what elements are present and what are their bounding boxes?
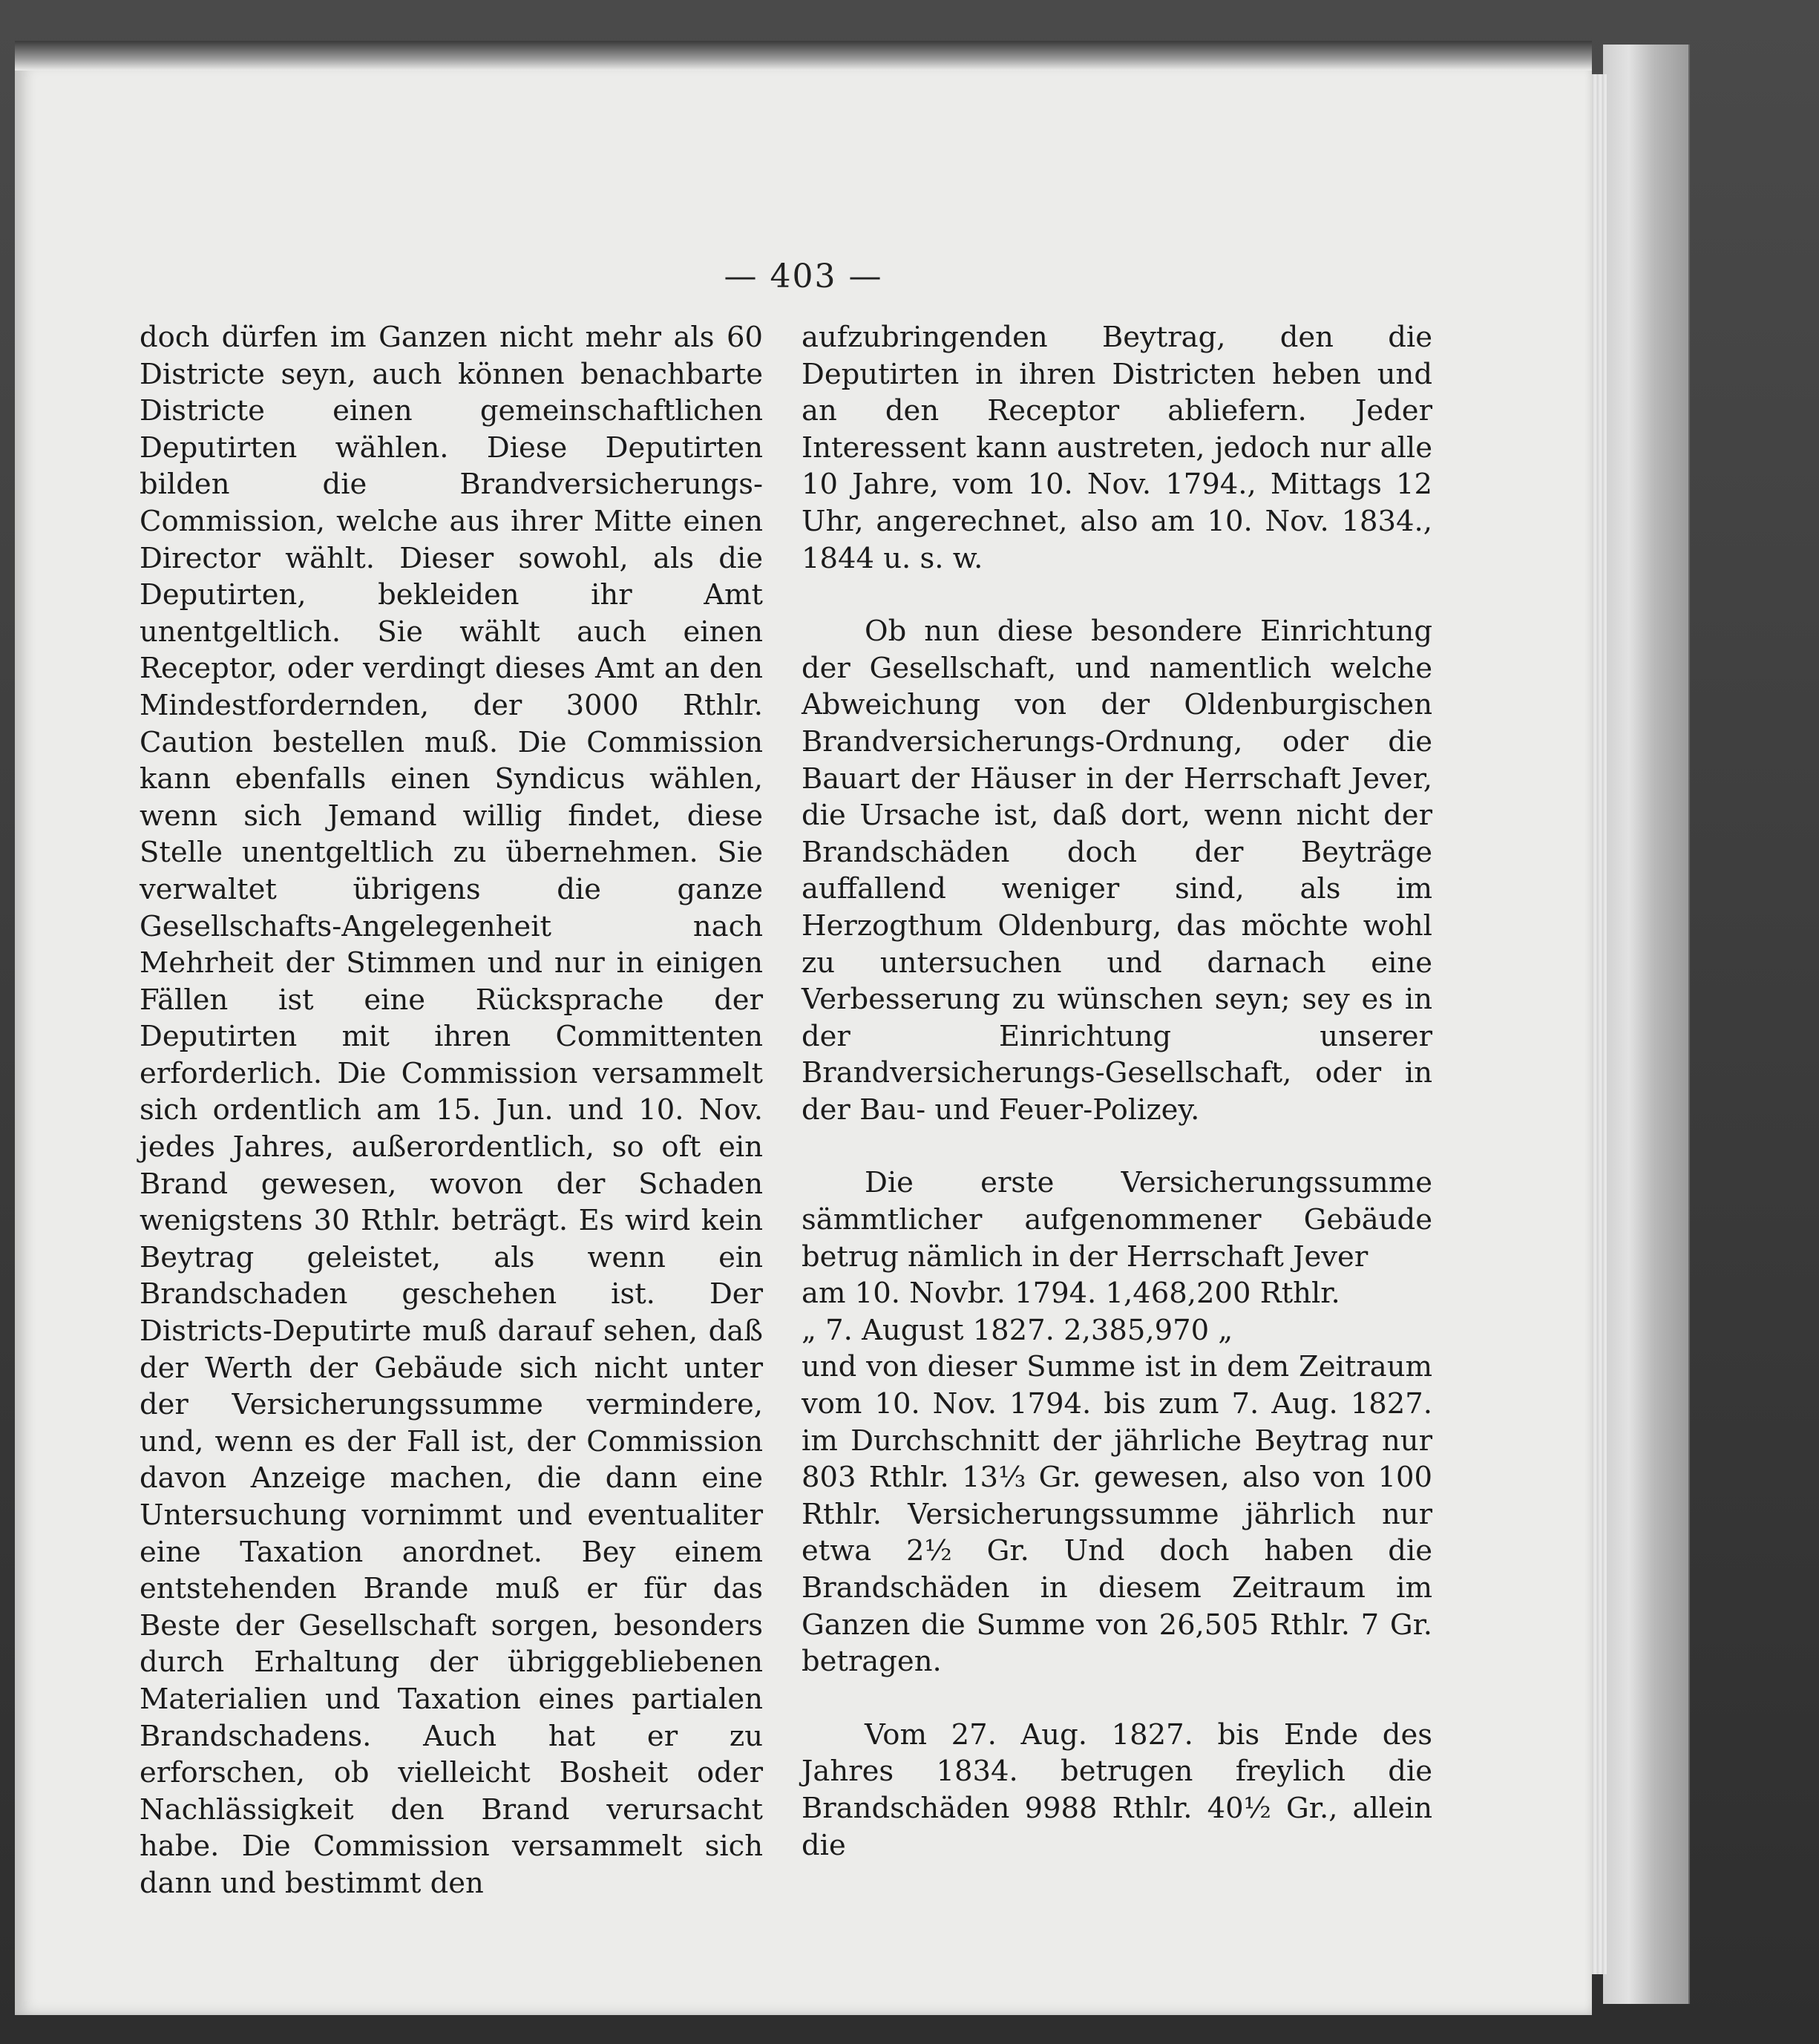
insurance-sum-row-1794: am 10. Novbr. 1794. 1,468,200 Rthlr. (802, 1277, 1340, 1311)
paragraph-damages-1827-1834: Vom 27. Aug. 1827. bis Ende des Jahres 1834. betrugen freylich die Brandschäden 9988 Rthlr. 40½ Gr., allein die (802, 1717, 1432, 1862)
insurance-sum-row-1827: „ 7. August 1827. 2,385,970 „ (802, 1313, 1233, 1347)
page-number: — 403 — (724, 258, 883, 295)
book-cover-edge (1603, 45, 1690, 2004)
book-page (15, 63, 1592, 2015)
paragraph-continuation: aufzubringenden Beytrag, den die Deputirten in ihren Districten heben und an den Receptor abliefern. Jeder Interessent kann austreten, jedoch nur alle 10 Jahre, vom 10. Nov. 1794., Mittags 12 Uhr, angerechnet, also am 10. Nov. 1834., 1844 u. s. w. (802, 321, 1432, 575)
left-column (140, 319, 763, 1902)
paragraph-insurance-sum-detail: und von dieser Summe ist in dem Zeitraum vom 10. Nov. 1794. bis zum 7. Aug. 1827. im Durchschnitt der jährliche Beytrag nur 803 Rthlr. 13⅓ Gr. gewesen, also von 100 Rthlr. Versicherungssumme jährlich nur etwa 2½ Gr. Und doch haben die Brandschäden in diesem Zeitraum im Ganzen die Summe von 26,505 Rthlr. 7 Gr. betragen. (802, 1350, 1432, 1679)
paragraph-question: Ob nun diese besondere Einrichtung der Gesellschaft, und namentlich welche Abweichung von der Oldenburgischen Brandversicherungs-Ordnung, oder die Bauart der Häuser in der Herrschaft Jever, die Ursache ist, daß dort, wenn nicht der Brandschäden doch der Beyträge auffallend weniger sind, als im Herzogthum Oldenburg, das möchte wohl zu untersuchen und darnach eine Verbesserung zu wünschen seyn; sey es in der Einrichtung unserer Brandversicherungs-Gesellschaft, oder in der Bau- und Feuer-Polizey. (802, 615, 1432, 1127)
left-column-text: doch dürfen im Ganzen nicht mehr als 60 Districte seyn, auch können benachbarte Districte einen gemeinschaftlichen Deputirten wählen. Diese Deputirten bilden die Brandversicherungs-Commission, welche aus ihrer Mitte einen Director wählt. Dieser sowohl, als die Deputirten, bekleiden ihr Amt unentgeltlich. Sie wählt auch einen Receptor, oder verdingt dieses Amt an den Mindestfordernden, der 3000 Rthlr. Caution bestellen muß. Die Commission kann ebenfalls einen Syndicus wählen, wenn sich Jemand willig findet, diese Stelle unentgeltlich zu übernehmen. Sie verwaltet übrigens die ganze Gesellschafts-Angelegenheit nach Mehrheit der Stimmen und nur in einigen Fällen ist eine Rücksprache der Deputirten mit ihren Committenten erforderlich. Die Commission versammelt sich ordentlich am 15. Jun. und 10. Nov. jedes Jahres, außerordentlich, so oft ein Brand gewesen, wovon der Schaden wenigstens 30 Rthlr. beträgt. Es wird kein Beytrag geleistet, als wenn ein Brandschaden geschehen ist. Der Districts-Deputirte muß darauf sehen, daß der Werth der Gebäude sich nicht unter der Versicherungssumme vermindere, und, wenn es der Fall ist, der Commission davon Anzeige machen, die dann eine Untersuchung vornimmt und eventualiter eine Taxation anordnet. Bey einem entstehenden Brande muß er für das Beste der Gesellschaft sorgen, besonders durch Erhaltung der übriggebliebenen Materialien und Taxation eines partialen Brandschadens. Auch hat er zu erforschen, ob vielleicht Bosheit oder Nachlässigkeit den Brand verursacht habe. Die Commission versammelt sich dann und bestimmt den (140, 321, 763, 1900)
paragraph-insurance-sum-intro: Die erste Versicherungssumme sämmtlicher aufgenommener Gebäude betrug nämlich in der Herrschaft Jever (802, 1166, 1432, 1274)
right-column (802, 319, 1432, 1864)
